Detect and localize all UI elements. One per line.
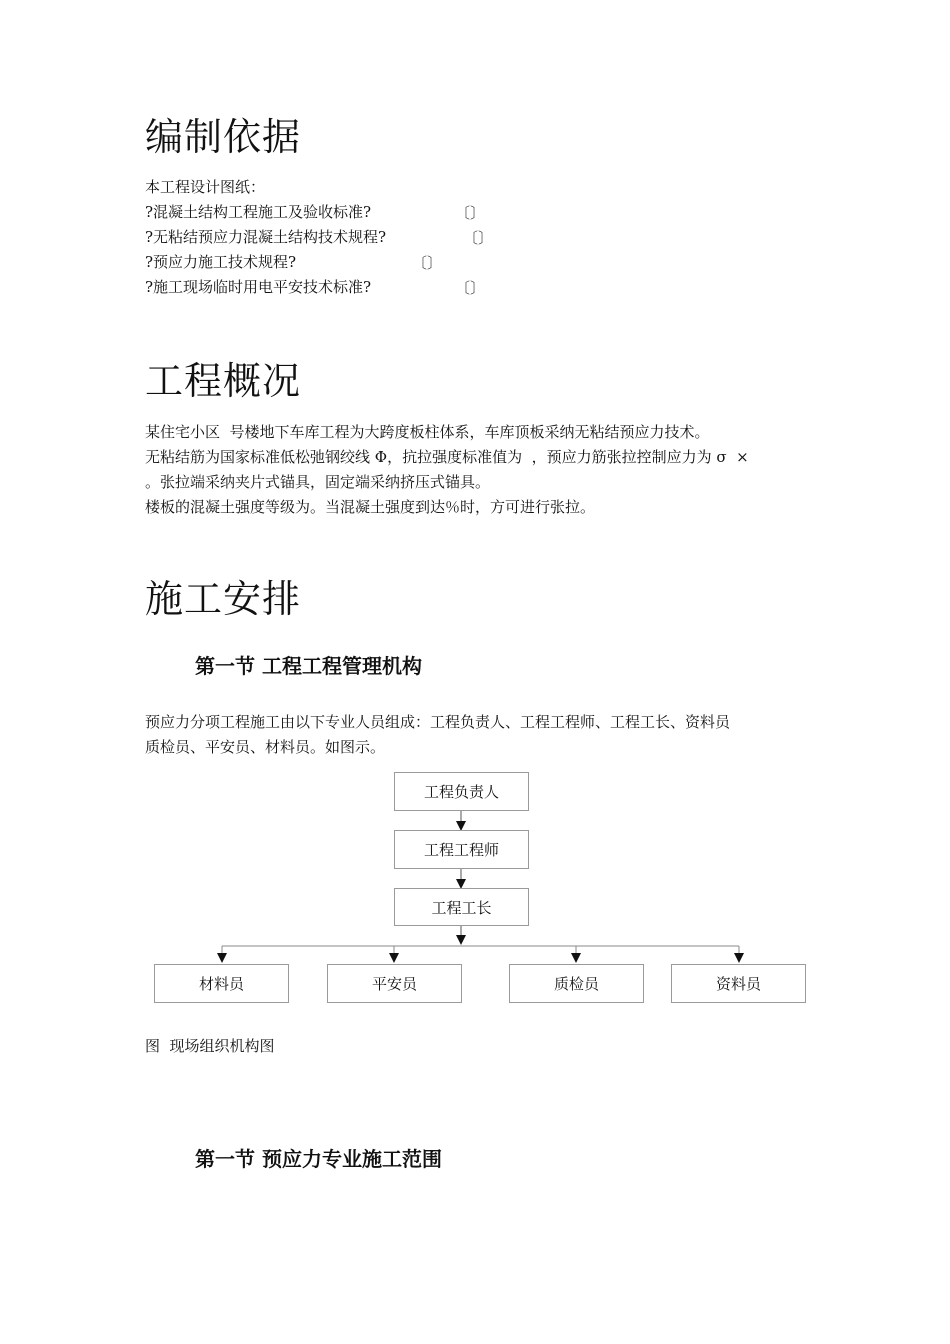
heading-overview: 工程概况: [145, 359, 302, 403]
org-box-engineer: 工程工程师: [394, 830, 529, 869]
bracket-2: 〔〕: [463, 229, 494, 247]
basis-line-4: ?预应力施工技术规程?: [145, 253, 297, 271]
org-box-project-manager: 工程负责人: [394, 772, 529, 811]
bracket-1: 〔〕: [455, 204, 486, 222]
overview-line-2: 无粘结筋为国家标准低松弛钢绞线 Φ，抗拉强度标准值为 ，预应力筋张拉控制应力为 σ ×: [145, 448, 749, 466]
figure-caption: 图 现场组织机构图: [145, 1037, 275, 1055]
overview-line-4: 楼板的混凝土强度等级为。当混凝土强度到达％时，方可进行张拉。: [145, 498, 596, 516]
org-box-documents: 资料员: [671, 964, 806, 1003]
heading-arrangement: 施工安排: [145, 577, 302, 621]
heading-basis: 编制依据: [145, 115, 302, 159]
org-box-materials: 材料员: [154, 964, 289, 1003]
bracket-3: 〔〕: [412, 254, 443, 272]
bracket-4: 〔〕: [455, 279, 486, 297]
basis-line-3: ?无粘结预应力混凝土结构技术规程?: [145, 228, 387, 246]
subheading-scope: 第一节 预应力专业施工范围: [195, 1147, 442, 1171]
basis-line-2: ?混凝土结构工程施工及验收标准?: [145, 203, 372, 221]
basis-line-5: ?施工现场临时用电平安技术标准?: [145, 278, 372, 296]
org-box-safety: 平安员: [327, 964, 462, 1003]
intro-line-1: 预应力分项工程施工由以下专业人员组成：工程负责人、工程工程师、工程工长、资料员: [145, 713, 731, 731]
overview-line-3: 。张拉端采纳夹片式锚具，固定端采纳挤压式锚具。: [145, 473, 491, 491]
org-box-quality: 质检员: [509, 964, 644, 1003]
org-box-foreman: 工程工长: [394, 888, 529, 926]
overview-line-1: 某住宅小区 号楼地下车库工程为大跨度板柱体系，车库顶板采纳无粘结预应力技术。: [145, 423, 710, 441]
basis-line-1: 本工程设计图纸：: [145, 178, 266, 196]
subheading-management: 第一节 工程工程管理机构: [195, 654, 422, 678]
intro-line-2: 质检员、平安员、材料员。如图示。: [145, 738, 386, 756]
